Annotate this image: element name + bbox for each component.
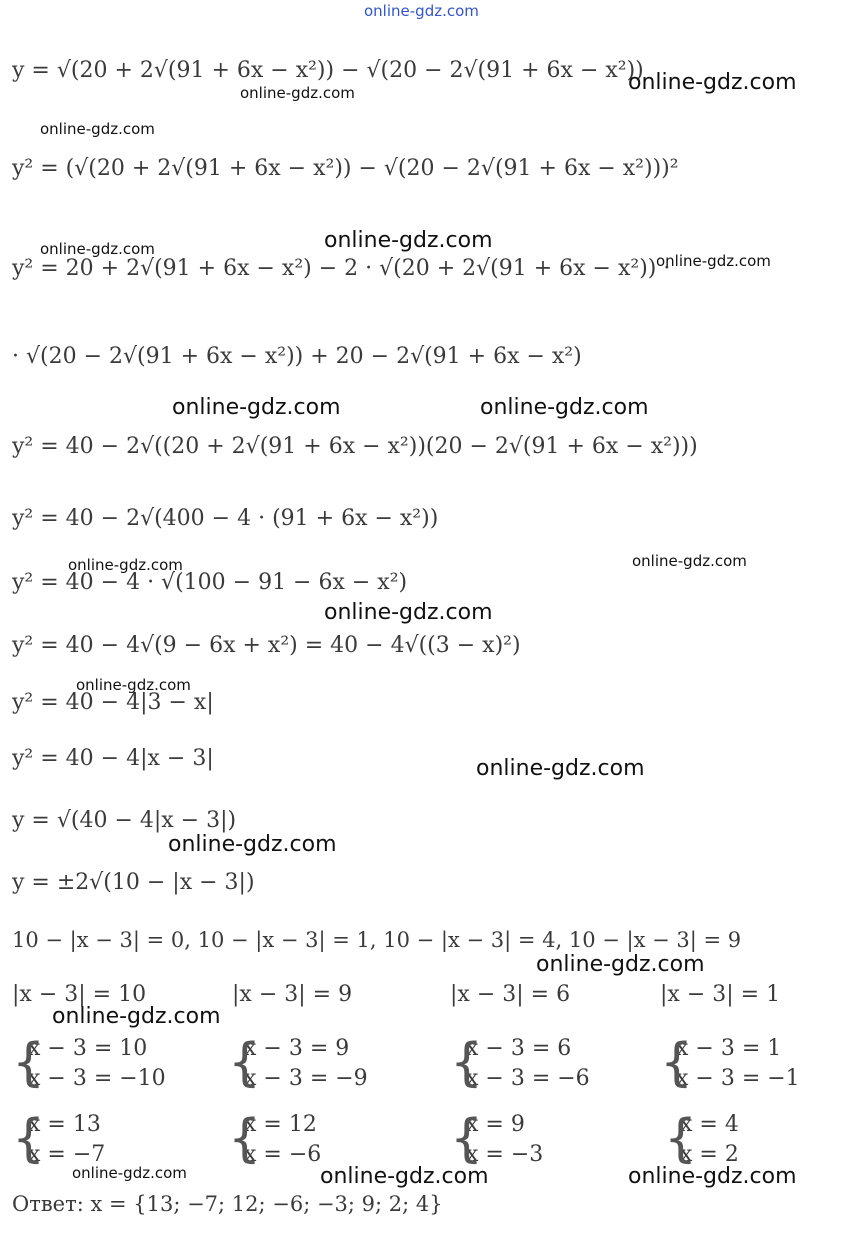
watermark: online-gdz.com (40, 240, 155, 258)
answer: Ответ: x = {13; −7; 12; −6; −3; 9; 2; 4} (12, 1192, 443, 1216)
system-2 (228, 1034, 368, 1094)
equation-line-9: y² = 40 − 4|3 − x| (12, 690, 214, 715)
watermark: online-gdz.com (76, 676, 191, 694)
equation-line-12: y = ±2√(10 − |x − 3|) (12, 870, 255, 895)
brace-icon: { (450, 1033, 484, 1093)
brace-icon: { (664, 1109, 698, 1169)
system-4-eq-2: x − 3 = −1 (676, 1066, 800, 1091)
equation-line-5: y² = 40 − 2√((20 + 2√(91 + 6x − x²))(20 − 2√(91 + 6x − x²))) (12, 434, 698, 459)
solution-2-x1: x = 12 (244, 1112, 317, 1137)
solution-1-x2: x = −7 (28, 1142, 106, 1167)
watermark: online-gdz.com (72, 1164, 187, 1182)
watermark: online-gdz.com (536, 952, 705, 977)
system-4 (660, 1034, 800, 1094)
watermark: online-gdz.com (628, 1164, 797, 1189)
brace-icon: { (12, 1033, 46, 1093)
system-1 (12, 1034, 166, 1094)
system-2-eq-2: x − 3 = −9 (244, 1066, 368, 1091)
solution-1-x1: x = 13 (28, 1112, 101, 1137)
solution-4-x1: x = 4 (680, 1112, 739, 1137)
watermark: online-gdz.com (364, 2, 479, 20)
equation-line-6: y² = 40 − 2√(400 − 4 · (91 + 6x − x²)) (12, 506, 439, 531)
brace-icon: { (660, 1033, 694, 1093)
system-2-eq-1: x − 3 = 9 (244, 1036, 350, 1061)
watermark: online-gdz.com (68, 556, 183, 574)
equation-line-13: 10 − |x − 3| = 0, 10 − |x − 3| = 1, 10 − |x − 3| = 4, 10 − |x − 3| = 9 (12, 928, 742, 952)
equation-line-3: y² = 20 + 2√(91 + 6x − x²) − 2 · √(20 + 2√(91 + 6x − x²)) · (12, 256, 671, 281)
watermark: online-gdz.com (632, 552, 747, 570)
watermark: online-gdz.com (628, 70, 797, 95)
solution-1 (12, 1110, 105, 1170)
brace-icon: { (450, 1109, 484, 1169)
abs-equation-3: |x − 3| = 6 (450, 982, 571, 1007)
abs-equation-1: |x − 3| = 10 (12, 982, 147, 1007)
system-3 (450, 1034, 590, 1094)
watermark: online-gdz.com (52, 1004, 221, 1029)
solution-2 (228, 1110, 321, 1170)
equation-line-10: y² = 40 − 4|x − 3| (12, 746, 214, 771)
watermark: online-gdz.com (172, 395, 341, 420)
solution-2-x2: x = −6 (244, 1142, 322, 1167)
brace-icon: { (228, 1033, 262, 1093)
watermark: online-gdz.com (480, 395, 649, 420)
brace-icon: { (12, 1109, 46, 1169)
system-3-eq-1: x − 3 = 6 (466, 1036, 572, 1061)
watermark: online-gdz.com (320, 1164, 489, 1189)
solution-4 (664, 1110, 739, 1170)
watermark: online-gdz.com (168, 832, 337, 857)
solution-3 (450, 1110, 543, 1170)
brace-icon: { (228, 1109, 262, 1169)
watermark: online-gdz.com (40, 120, 155, 138)
equation-line-7: y² = 40 − 4 · √(100 − 91 − 6x − x²) (12, 570, 408, 595)
watermark: online-gdz.com (240, 84, 355, 102)
equation-line-4: · √(20 − 2√(91 + 6x − x²)) + 20 − 2√(91 + 6x − x²) (12, 344, 582, 369)
watermark: online-gdz.com (324, 600, 493, 625)
solution-3-x2: x = −3 (466, 1142, 544, 1167)
system-3-eq-2: x − 3 = −6 (466, 1066, 590, 1091)
abs-equation-2: |x − 3| = 9 (232, 982, 353, 1007)
system-1-eq-1: x − 3 = 10 (28, 1036, 148, 1061)
equation-line-11: y = √(40 − 4|x − 3|) (12, 808, 237, 833)
watermark: online-gdz.com (324, 228, 493, 253)
equation-line-1: y = √(20 + 2√(91 + 6x − x²)) − √(20 − 2√(91 + 6x − x²)) (12, 58, 644, 83)
system-4-eq-1: x − 3 = 1 (676, 1036, 782, 1061)
watermark: online-gdz.com (656, 252, 771, 270)
watermark: online-gdz.com (476, 756, 645, 781)
equation-line-8: y² = 40 − 4√(9 − 6x + x²) = 40 − 4√((3 − x)²) (12, 633, 521, 658)
equation-line-2: y² = (√(20 + 2√(91 + 6x − x²)) − √(20 − 2√(91 + 6x − x²)))² (12, 156, 679, 181)
solution-3-x1: x = 9 (466, 1112, 525, 1137)
system-1-eq-2: x − 3 = −10 (28, 1066, 166, 1091)
solution-4-x2: x = 2 (680, 1142, 739, 1167)
abs-equation-4: |x − 3| = 1 (660, 982, 781, 1007)
